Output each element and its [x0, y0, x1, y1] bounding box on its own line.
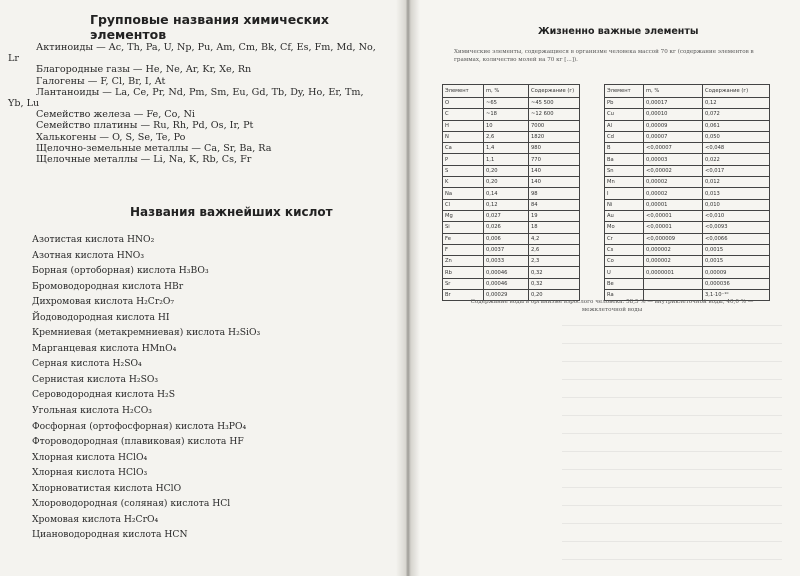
table-header-row — [605, 85, 770, 98]
table-cell: U — [605, 267, 644, 278]
table-cell: Cu — [605, 109, 644, 120]
table-cell: <0,048 — [703, 143, 770, 154]
elements-table-left — [442, 84, 580, 301]
table-row — [443, 177, 580, 188]
table-cell: 0,12 — [703, 98, 770, 109]
group-line: Lr — [8, 53, 19, 65]
table-row — [443, 244, 580, 255]
table-cell: 0,14 — [484, 188, 529, 199]
acid-line: Хлорноватистая кислота HClO — [32, 482, 182, 494]
table-cell: 10 — [484, 120, 529, 131]
column-header: Содержание (г) — [703, 85, 770, 98]
table-cell: 0,022 — [703, 154, 770, 165]
table-row — [443, 278, 580, 289]
acid-line: Дихромовая кислота H₂Cr₂O₇ — [32, 296, 175, 308]
table-row — [605, 154, 770, 165]
table-cell: 0,006 — [484, 233, 529, 244]
table-cell: 140 — [529, 177, 580, 188]
table-cell: 0,050 — [703, 131, 770, 142]
group-line: Благородные газы — He, Ne, Ar, Kr, Xe, Rn — [36, 64, 252, 76]
table-cell: 0,0000001 — [644, 267, 703, 278]
acid-line: Борная (ортоборная) кислота H₃BO₃ — [32, 265, 209, 277]
table-cell: 0,072 — [703, 109, 770, 120]
table-cell: 19 — [529, 210, 580, 221]
table-row — [605, 177, 770, 188]
elements-table-right — [604, 84, 770, 301]
table-row — [443, 154, 580, 165]
table-cell: 98 — [529, 188, 580, 199]
acid-line: Сероводородная кислота H₂S — [32, 389, 176, 401]
acid-line: Бромоводородная кислота HBr — [32, 280, 184, 292]
table-cell: 0,00002 — [644, 188, 703, 199]
table-cell: 0,00029 — [484, 290, 529, 301]
table-cell: 0,000036 — [703, 278, 770, 289]
table-row — [443, 267, 580, 278]
table-cell: 3,1·10⁻¹⁰ — [703, 290, 770, 301]
table-cell — [644, 278, 703, 289]
acid-line: Марганцевая кислота HMnO₄ — [32, 342, 177, 354]
table-cell: <0,000009 — [644, 233, 703, 244]
table-cell: Pb — [605, 98, 644, 109]
element-groups-list — [8, 42, 376, 166]
column-header: m, % — [644, 85, 703, 98]
group-line: Халькогены — O, S, Se, Te, Po — [36, 131, 186, 143]
column-header: Содержание (г) — [529, 85, 580, 98]
table-cell: 0,00009 — [644, 120, 703, 131]
table-cell: Cr — [605, 233, 644, 244]
table-row — [605, 131, 770, 142]
table-cell: ~65 — [484, 98, 529, 109]
table-cell: F — [443, 244, 484, 255]
table-cell: Mn — [605, 177, 644, 188]
table-cell: <0,0093 — [703, 222, 770, 233]
table-cell: 0,32 — [529, 267, 580, 278]
table-cell: Br — [443, 290, 484, 301]
table-cell: Ca — [443, 143, 484, 154]
table-cell: 0,00002 — [644, 177, 703, 188]
table-cell: 0,00009 — [703, 267, 770, 278]
table-cell: Si — [443, 222, 484, 233]
acids-heading: Названия важнейших кислот — [130, 205, 333, 219]
table-cell: C — [443, 109, 484, 120]
table-cell: 0,027 — [484, 210, 529, 221]
group-line: Лантаноиды — La, Ce, Pr, Nd, Pm, Sm, Eu, Gd, Tb, Dy, Ho, Er, Tm, — [36, 86, 364, 98]
table-cell: 0,12 — [484, 199, 529, 210]
table-cell: Ni — [605, 199, 644, 210]
table-cell: 0,00003 — [644, 154, 703, 165]
table-row — [605, 98, 770, 109]
table-cell: 2,3 — [529, 256, 580, 267]
column-header: m, % — [484, 85, 529, 98]
table-row — [443, 131, 580, 142]
group-line: Щелочные металлы — Li, Na, K, Rb, Cs, Fr — [36, 154, 252, 166]
group-line: Семейство железа — Fe, Co, Ni — [36, 109, 195, 121]
table-row — [443, 188, 580, 199]
table-cell: ~12 600 — [529, 109, 580, 120]
column-header: Элемент — [605, 85, 644, 98]
intro-text: Химические элементы, содержащиеся в организме человека массой 70 кг (содержание элементов в граммах, количество молей на 70 кг [...]). — [454, 49, 754, 63]
table-row — [443, 120, 580, 131]
table-cell: <0,00007 — [644, 143, 703, 154]
table-row — [605, 233, 770, 244]
acid-line: Угольная кислота H₂CO₃ — [32, 405, 152, 417]
acid-line: Циановодородная кислота HCN — [32, 529, 188, 541]
table-cell: 0,0015 — [703, 256, 770, 267]
table-cell: 0,0015 — [703, 244, 770, 255]
table-cell: 2,6 — [484, 131, 529, 142]
table-cell: O — [443, 98, 484, 109]
table-cell: I — [605, 188, 644, 199]
table-row — [443, 109, 580, 120]
table-cell: Rb — [443, 267, 484, 278]
table-cell: 0,013 — [703, 188, 770, 199]
table-cell: 0,00046 — [484, 267, 529, 278]
table-cell: 18 — [529, 222, 580, 233]
table-cell: 7000 — [529, 120, 580, 131]
table-cell: 0,061 — [703, 120, 770, 131]
book-gutter — [396, 0, 420, 576]
acid-line: Кремниевая (метакремниевая) кислота H₂SiO₃ — [32, 327, 261, 339]
acid-line: Хлороводородная (соляная) кислота HCl — [32, 498, 231, 510]
footnote: Содержание воды в организме взрослого человека: 58,5 % — внутриклеточной воды, 40,0 % — межклеточной воды — [470, 299, 754, 313]
table-row — [605, 267, 770, 278]
table-row — [605, 278, 770, 289]
table-cell: 0,32 — [529, 278, 580, 289]
table-cell: ~18 — [484, 109, 529, 120]
table-cell: 0,20 — [484, 165, 529, 176]
group-line: Галогены — F, Cl, Br, I, At — [36, 75, 166, 87]
table-row — [605, 199, 770, 210]
table-cell: 1,4 — [484, 143, 529, 154]
table-row — [605, 109, 770, 120]
table-cell: ~45 500 — [529, 98, 580, 109]
table-row — [605, 210, 770, 221]
table-cell: 1820 — [529, 131, 580, 142]
table-cell: S — [443, 165, 484, 176]
table-cell: N — [443, 131, 484, 142]
table-cell: B — [605, 143, 644, 154]
groups-heading: Групповые названия химических элементов — [90, 12, 329, 42]
table-cell: 0,00017 — [644, 98, 703, 109]
acid-line: Азотистая кислота HNO₂ — [32, 234, 155, 245]
acid-line: Сернистая кислота H₂SO₃ — [32, 373, 159, 385]
table-cell: 0,012 — [703, 177, 770, 188]
table-cell: 0,00001 — [644, 199, 703, 210]
table-cell: Cs — [605, 244, 644, 255]
table-cell: Fe — [443, 233, 484, 244]
acid-line: Азотная кислота HNO₃ — [32, 249, 145, 261]
table-cell: Mg — [443, 210, 484, 221]
table-cell: Na — [443, 188, 484, 199]
acid-line: Хлорная кислота HClO₄ — [32, 451, 148, 463]
table-cell: <0,0066 — [703, 233, 770, 244]
right-page — [412, 0, 800, 576]
bleed-through-texture — [562, 320, 782, 560]
table-cell: Sr — [443, 278, 484, 289]
table-cell: 0,00007 — [644, 131, 703, 142]
vital-elements-heading: Жизненно важные элементы — [538, 26, 699, 37]
table-row — [605, 256, 770, 267]
table-cell: 0,000002 — [644, 244, 703, 255]
table-cell: 770 — [529, 154, 580, 165]
table-cell: <0,010 — [703, 210, 770, 221]
table-cell: 0,0037 — [484, 244, 529, 255]
table-cell: 0,000002 — [644, 256, 703, 267]
table-cell: Be — [605, 278, 644, 289]
table-cell: 0,00010 — [644, 109, 703, 120]
table-row — [605, 188, 770, 199]
table-cell: H — [443, 120, 484, 131]
table-row — [443, 256, 580, 267]
table-row — [605, 165, 770, 176]
table-cell: 0,00046 — [484, 278, 529, 289]
table-cell: Cd — [605, 131, 644, 142]
table-cell: 84 — [529, 199, 580, 210]
table-cell: <0,00002 — [644, 165, 703, 176]
table-row — [443, 210, 580, 221]
table-header-row — [443, 85, 580, 98]
table-cell: 140 — [529, 165, 580, 176]
acid-line: Серная кислота H₂SO₄ — [32, 358, 142, 370]
table-row — [605, 120, 770, 131]
group-line: Щелочно-земельные металлы — Ca, Sr, Ba, Ra — [36, 142, 272, 154]
table-cell: 0,20 — [529, 290, 580, 301]
acid-line: Фосфорная (ортофосфорная) кислота H₃PO₄ — [32, 420, 247, 432]
table-cell: P — [443, 154, 484, 165]
table-cell: Co — [605, 256, 644, 267]
table-cell: 4,2 — [529, 233, 580, 244]
table-row — [443, 143, 580, 154]
table-cell: 0,20 — [484, 177, 529, 188]
table-cell: 980 — [529, 143, 580, 154]
acids-list — [32, 232, 372, 543]
table-row — [605, 143, 770, 154]
table-cell: 1,1 — [484, 154, 529, 165]
table-row — [443, 199, 580, 210]
table-cell: 0,026 — [484, 222, 529, 233]
table-row — [605, 222, 770, 233]
table-cell: <0,00001 — [644, 222, 703, 233]
group-line: Актиноиды — Ac, Th, Pa, U, Np, Pu, Am, Cm, Bk, Cf, Es, Fm, Md, No, — [36, 42, 376, 53]
table-cell: Sn — [605, 165, 644, 176]
table-cell: <0,00001 — [644, 210, 703, 221]
table-cell: Al — [605, 120, 644, 131]
table-cell: Ra — [605, 290, 644, 301]
table-row — [443, 165, 580, 176]
acid-line: Йодоводородная кислота HI — [32, 311, 170, 323]
table-cell: 2,6 — [529, 244, 580, 255]
table-cell: <0,017 — [703, 165, 770, 176]
group-line: Семейство платины — Ru, Rh, Pd, Os, Ir, Pt — [36, 120, 254, 132]
acid-line: Хромовая кислота H₂CrO₄ — [32, 513, 159, 525]
table-cell: Au — [605, 210, 644, 221]
table-cell: 0,010 — [703, 199, 770, 210]
acid-line: Фтороводородная (плавиковая) кислота HF — [32, 436, 244, 448]
table-cell: Zn — [443, 256, 484, 267]
table-row — [443, 98, 580, 109]
table-cell: 0,0033 — [484, 256, 529, 267]
group-line: Yb, Lu — [8, 98, 40, 110]
table-row — [443, 233, 580, 244]
table-cell: Mo — [605, 222, 644, 233]
column-header: Элемент — [443, 85, 484, 98]
table-row — [605, 244, 770, 255]
table-cell: Ba — [605, 154, 644, 165]
table-row — [443, 222, 580, 233]
table-cell: K — [443, 177, 484, 188]
table-cell: Cl — [443, 199, 484, 210]
acid-line: Хлорная кислота HClO₃ — [32, 467, 148, 479]
